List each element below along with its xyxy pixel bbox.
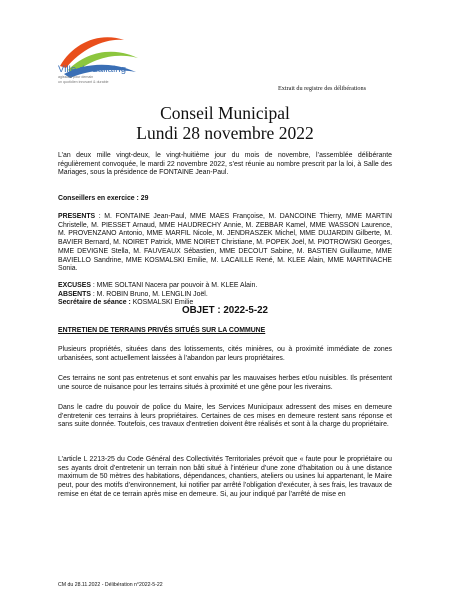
conseillers-count: Conseillers en exercice : 29 (58, 195, 149, 202)
excuses-text: : MME SOLTANI Nacera par pouvoir à M. KLEE Alain. (90, 282, 258, 289)
logo-tagline-2: un quotidien innovant & durable (58, 79, 109, 84)
logo-text (58, 64, 126, 84)
presents-block (58, 213, 392, 274)
page-footer: CM du 28.11.2022 - Délibération n°2022-5-22 (58, 582, 163, 588)
excuses-line (58, 282, 392, 291)
secretaire-label: Secrétaire de séance : (58, 299, 131, 307)
presents-label: PRESENTS (58, 213, 96, 220)
paragraph-3: Dans le cadre du pouvoir de police du Maire, les Services Municipaux adressent des mises en demeure d’entretenir ces terrains à leurs propriétaires. Certaines de ces mises en demeure restent sans réponse et sans suite donnée. Toutefois, ces travaux d’entretien doivent être réalisés et sont à la charge du propriétaire. (58, 404, 392, 429)
excuses-label: EXCUSES (58, 282, 91, 289)
logo-name: Ville de Lallaing (58, 64, 127, 75)
absents-label: ABSENTS (58, 290, 91, 298)
city-logo (52, 22, 142, 102)
paragraph-4: L’article L 2213-25 du Code Général des Collectivités Territoriales prévoit que « faute pour le propriétaire ou ses ayants droit d’entretenir un terrain non bâti situé à l’intérieur d’une zone d’habitation ou à une distance maximum de 50 mètres des habitations, dépendances, chantiers, ateliers ou usines lui appartenant, le Maire peut, pour des motifs d’environnement, lui notifier par arrêté l’obligation d’exécuter, à ses frais, les travaux de remise en état de ce terrain après mise en demeure. Si, au jour indiqué par l’arrêté de mise en (58, 456, 392, 498)
paragraph-2: Ces terrains ne sont pas entretenus et sont envahis par les mauvaises herbes et/ou nuisibles. Ils présentent une source de nuisance pour les terrains situés à proximité et une gêne pour les riverains. (58, 375, 392, 391)
page-title: Conseil Municipal (160, 103, 290, 123)
logo-tagline-1: agissons pour demain (58, 75, 94, 79)
intro-paragraph: L’an deux mille vingt-deux, le vingt-huitième jour du mois de novembre, l’assemblée délibérante régulièrement convoquée, le mardi 22 novembre 2022, s’est réunie au nombre prescrit par la loi, à Salle des Mariages, sous la présidence de FONTAINE Jean-Paul. (58, 152, 392, 177)
meeting-date: Lundi 28 novembre 2022 (136, 123, 314, 143)
secretaire-text: KOSMALSKI Emilie (130, 299, 194, 307)
absents-text: : M. ROBIN Bruno, M. LENGLIN Joël. (90, 290, 208, 298)
objet-heading: OBJET : 2022-5-22 (181, 305, 269, 316)
extract-label: Extrait du registre des délibérations (278, 85, 366, 92)
presents-list: : M. FONTAINE Jean-Paul, MME MAES Françoise, M. DANCOINE Thierry, MME MARTIN Christelle, M. PIESSET Arnaud, MME HAUDRECHY Annie, M. ZEBBAR Kamel, MME WASSON Laurence, M. PROVENZANO Antonio, MME MARFIL Nicole, M. JENDRASZEK Michel, MME DUJARDIN Gilberte, M. BAVIER Bernard, M. NOIRET Patrick, MME NOIRET Christiane, M. POPEK Joël, M. PIOTROWSKI Georges, MME DEVIGNE Stella, M. FAUVEAUX Sébastien, MME DECOUT Sabine, M. BASTIEN Guillaume, MME BAVIELLO Sandrine, MME KOSMALSKI Emilie, M. LACAILLE René, M. KLEE Alain, MME MARTINACHE Sonia. (58, 213, 392, 273)
absents-line (58, 291, 392, 300)
section-title: ENTRETIEN DE TERRAINS PRIVÉS SITUÉS SUR LA COMMUNE (58, 327, 266, 334)
paragraph-1: Plusieurs propriétés, situées dans des lotissements, cités minières, ou à proximité immédiate de zones urbanisées, sont actuellement laissées à l’abandon par leurs propriétaires. (58, 346, 392, 362)
